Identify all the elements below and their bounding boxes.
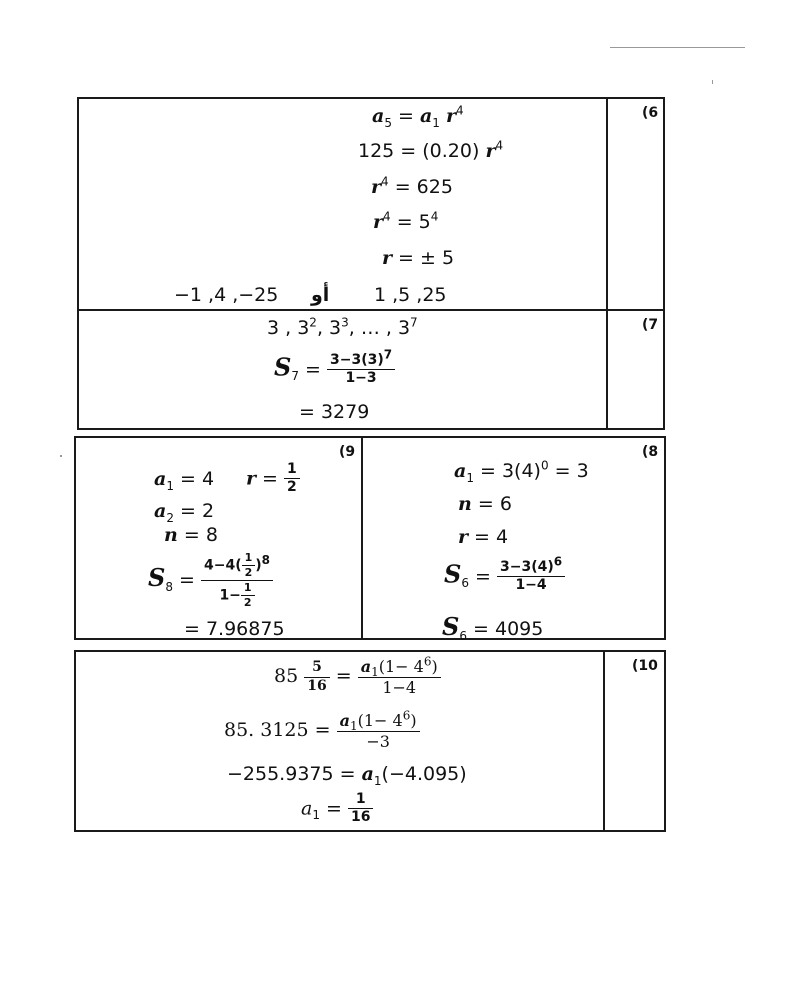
eq-r4-5-4: $r^4 = 5^4$ — [373, 209, 439, 233]
eq-a5: $a_5 = a_1$ $r^4$ — [372, 103, 464, 130]
q9-result: = 7.96875 — [184, 618, 285, 640]
q9-n: n = 8 — [164, 524, 218, 546]
question-number-8: (8 — [642, 444, 659, 460]
problem-box-10 — [74, 650, 666, 832]
eq-r-pm5: r = ± 5 — [382, 247, 455, 269]
problem-box-6-7 — [77, 97, 665, 430]
q9-a1: $a_1 = 4$ — [154, 468, 215, 493]
q8-a1: $a_1 = 3(4)^0 = 3$ — [454, 458, 589, 485]
q10-line1: 85 $\frac{5}{16}$ = $\frac{a_1(1- 4^6)}{1-4}$ — [274, 658, 441, 696]
eq-125: 125 = (0.20) $r^4$ — [358, 138, 504, 162]
scan-dot — [712, 80, 713, 84]
scan-dot — [60, 455, 62, 457]
question-number-7: (7 — [642, 317, 659, 333]
sum-s7-formula: $S_7$ = $\frac{3-3(3)^7}{1-3}$ — [274, 353, 395, 387]
or-word: أو — [311, 284, 330, 306]
sequence-answers: −1 ,4 ,−25 — [174, 284, 279, 306]
scan-line-top — [610, 47, 745, 48]
row-divider — [79, 309, 663, 311]
question-number-9: (9 — [339, 444, 356, 460]
q9-s8-formula: $S_8$ = 4−4( $\frac{1}{2}$ )$^8$ 1− $\frac{1}{2}$ — [148, 552, 273, 609]
q8-s6-formula: $S_6$ = $\frac{3-3(4)^6}{1-4}$ — [444, 560, 565, 594]
q10-line3: $-255.9375 = a_1(-4.095)$ — [227, 763, 467, 788]
q9-a2: $a_2 = 2$ — [154, 500, 215, 525]
problem-box-8-9 — [74, 436, 666, 643]
middle-divider — [361, 438, 363, 638]
q9-r: r = $\frac{1}{2}$ — [246, 462, 300, 496]
question-number-6: (6 — [642, 105, 659, 121]
number-column-divider — [606, 99, 608, 428]
question-number-10: (10 — [632, 658, 658, 674]
q8-n: n = 6 — [458, 493, 512, 515]
q8-r: r = 4 — [458, 526, 509, 548]
q10-line2: 85. 3125 = $\frac{a_1(1- 4^6)}{-3}$ — [224, 712, 420, 750]
number-column-divider — [603, 652, 605, 830]
q10-line4: $a_1$ = $\frac{1}{16}$ — [301, 792, 373, 826]
sum-s7-result: = 3279 — [299, 401, 370, 423]
q8-result: $S_6 = 4095$ — [442, 612, 544, 643]
sequence-3-powers: 3 , $3^2$, $3^3$, … , $3^7$ — [267, 315, 418, 339]
eq-r4-625: $r^4 = 625$ — [371, 174, 453, 198]
sequence-b: 1 ,5 ,25 — [374, 284, 447, 306]
